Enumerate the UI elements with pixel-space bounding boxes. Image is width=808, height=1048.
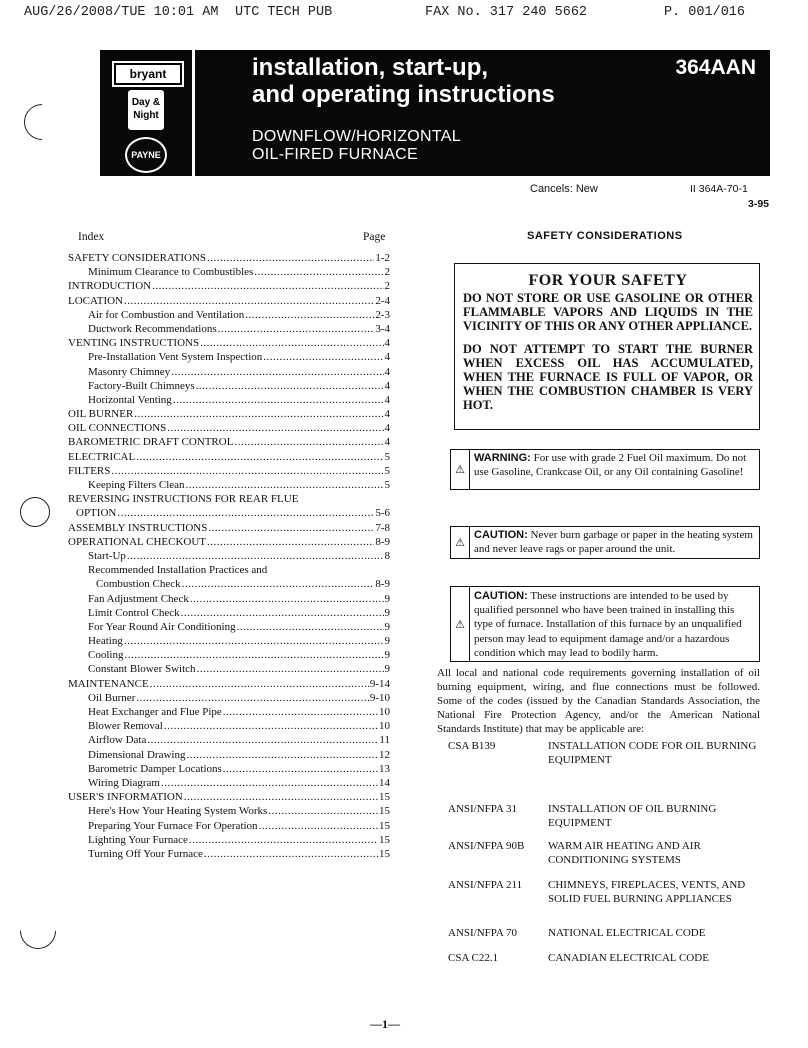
toc-entry-page: 7-8 [375,521,390,534]
toc-entry-page: 4 [384,393,390,406]
toc-entry [68,592,390,606]
toc-entry [68,492,390,506]
index-page-label: Page [363,231,386,243]
toc-leader-dots [197,662,384,676]
toc-entry-page: 9-10 [369,691,390,704]
safety-box-title: FOR YOUR SAFETY [528,272,688,289]
toc-leader-dots [259,819,378,833]
toc-entry [68,421,390,435]
toc-entry-title: Lighting Your Furnace [88,833,188,846]
toc-entry [68,549,390,563]
toc-leader-dots [207,535,374,549]
warning-triangle-icon: ⚠ [451,587,470,661]
toc-entry-page: 9 [384,635,390,648]
toc-entry [68,677,390,691]
toc-leader-dots [127,549,384,563]
code-id: ANSI/NFPA 90B [448,840,525,852]
toc-entry-title: LOCATION [68,294,123,307]
toc-entry-title: VENTING INSTRUCTIONS [68,337,200,350]
toc-entry-page: 4 [384,365,390,378]
toc-leader-dots [136,691,368,705]
hole-punch-icon [20,497,50,527]
toc-entry-page: 12 [379,748,390,761]
toc-leader-dots [184,790,378,804]
brand-logos [100,50,195,176]
toc-entry-title: BAROMETRIC DRAFT CONTROL [68,436,234,449]
toc-entry [68,577,390,591]
code-row [448,740,768,767]
toc-entry [68,606,390,620]
toc-entry-page: 10 [379,706,390,718]
code-name: INSTALLATION CODE FOR OIL BURNING EQUIPMENT [548,740,757,766]
toc-entry-page: 4 [384,379,390,392]
toc-leader-dots [136,450,383,464]
toc-entry-title: Recommended Installation Practices and [88,564,268,577]
document-subtitle: DOWNFLOW/HORIZONTAL OIL-FIRED FURNACE [252,128,461,163]
document-number: II 364A-70-1 [690,183,748,195]
toc-leader-dots [171,365,383,379]
toc-entry-title: OIL CONNECTIONS [68,422,167,435]
toc-entry [68,790,390,804]
toc-leader-dots [161,776,378,790]
toc-entry-title: Masonry Chimney [88,365,171,378]
toc-entry-page: 9 [384,663,390,676]
toc-entry [68,847,390,861]
toc-entry-page: 4 [384,408,390,421]
toc-leader-dots [134,407,383,421]
toc-leader-dots [124,648,383,662]
toc-leader-dots [147,733,378,747]
toc-entry-title: SAFETY CONSIDERATIONS [68,252,207,264]
toc-entry-page: 2-4 [375,294,390,307]
caution-box [450,526,760,559]
safety-box-paragraph: DO NOT ATTEMPT TO START THE BURNER WHEN EXCESS OIL HAS ACCUMULATED, WHEN THE FURNACE IS FULL OF VAPOR, OR WHEN THE COMBUSTION CHAMBER IS VERY HOT. [463,342,753,412]
toc-leader-dots [173,393,384,407]
toc-entry [68,662,390,676]
code-row [448,879,768,906]
toc-entry [68,705,390,719]
toc-entry-page: 8-9 [375,535,390,548]
toc-entry [68,620,390,634]
toc-entry [68,762,390,776]
code-name: INSTALLATION OF OIL BURNING EQUIPMENT [548,803,717,829]
warning-triangle-icon: ⚠ [451,527,470,558]
toc-entry-page: 9 [384,649,390,662]
toc-leader-dots [186,478,384,492]
toc-entry-page: 15 [379,805,390,818]
toc-entry [68,322,390,336]
toc-entry-page: 4 [384,436,390,449]
for-your-safety-box [454,263,760,430]
toc-entry [68,506,390,520]
toc-entry-title: ELECTRICAL [68,450,136,463]
document-date: 3-95 [748,198,770,210]
toc-entry [68,435,390,449]
safety-box-paragraph: DO NOT STORE OR USE GASOLINE OR OTHER FLAMMABLE VAPORS AND LIQUIDS IN THE VICINITY OF THIS OR ANY OTHER APPLIANCE. [463,291,753,333]
toc-entry-title: Wiring Diagram [88,776,160,789]
toc-entry-page: 2 [384,266,390,279]
toc-entry [68,521,390,535]
toc-entry [68,393,390,407]
toc-leader-dots [263,350,383,364]
toc-entry-page: 8 [384,549,390,562]
toc-entry-title: Turning Off Your Furnace [88,847,203,860]
toc-entry [68,308,390,322]
page-number: —1— [370,1017,400,1031]
toc-entry-title: USER'S INFORMATION [68,791,183,804]
fax-header [0,0,808,30]
toc-leader-dots [268,804,378,818]
toc-leader-dots [245,308,374,322]
toc-entry-title: MAINTENANCE [68,677,149,690]
toc-leader-dots [124,294,374,308]
toc-leader-dots [218,322,375,336]
toc-entry [68,294,390,308]
fax-sender: UTC TECH PUB [235,5,333,20]
toc-entry-title: Combustion Check [96,578,181,591]
code-id: ANSI/NFPA 211 [448,879,523,891]
toc-entry [68,251,390,265]
toc-entry [68,648,390,662]
toc-leader-dots [181,606,384,620]
code-id: ANSI/NFPA 31 [448,803,517,815]
toc-entry-title: Horizontal Venting [88,393,172,406]
code-id: ANSI/NFPA 70 [448,927,517,939]
toc-entry-title: Heating [88,635,123,648]
toc-leader-dots [208,521,374,535]
toc-entry-page: 15 [379,847,390,860]
fax-number: FAX No. 317 240 5662 [425,5,588,20]
toc-entry-title: Preparing Your Furnace For Operation [88,819,258,832]
caution-text: CAUTION: Never burn garbage or paper in the heating system and never leave rags or paper around the unit. [474,529,753,555]
toc-entry [68,464,390,478]
toc-entry-title: Here's How Your Heating System Works [88,805,268,818]
toc-entry [68,450,390,464]
toc-leader-dots [207,251,374,265]
toc-leader-dots [152,279,383,293]
toc-entry-title: Keeping Filters Clean [88,479,185,491]
toc-entry-title: Blower Removal [88,720,163,733]
toc-entry-page: 13 [379,762,390,775]
code-name: WARM AIR HEATING AND AIR CONDITIONING SYSTEMS [548,840,701,866]
toc-entry [68,336,390,350]
code-name: NATIONAL ELECTRICAL CODE [548,927,706,939]
toc-entry-page: 15 [379,791,390,804]
warning-box [450,449,760,490]
toc-entry-title: ASSEMBLY INSTRUCTIONS [68,521,208,534]
toc-entry [68,819,390,833]
toc-leader-dots [150,677,369,691]
toc-entry [68,379,390,393]
toc-leader-dots [182,577,375,591]
index-label: Index [78,231,105,243]
payne-logo: PAYNE [125,137,167,173]
toc-entry-page: 1-2 [375,252,390,264]
caution-box [450,586,760,662]
hole-punch-icon [17,97,68,148]
toc-entry-title: Pre-Installation Vent System Inspection [88,351,263,364]
toc-leader-dots [190,592,384,606]
toc-entry-title: FILTERS [68,464,111,477]
code-row [448,927,768,941]
toc-entry-page: 4 [384,351,390,364]
toc-entry-title: OPERATIONAL CHECKOUT [68,535,207,548]
section-heading: SAFETY CONSIDERATIONS [527,230,683,242]
toc-entry-title: Limit Control Check [88,606,180,619]
code-id: CSA B139 [448,740,496,752]
toc-entry [68,265,390,279]
toc-entry [68,833,390,847]
toc-entry-title: Oil Burner [88,691,136,704]
toc-entry-page: 9 [384,620,390,633]
code-row [448,840,768,867]
toc-entry-title: Air for Combustion and Ventilation [88,308,245,321]
toc-leader-dots [167,421,383,435]
toc-entry [68,279,390,293]
code-row [448,803,768,830]
fax-date: AUG/26/2008/TUE 10:01 AM [24,5,219,20]
toc-entry-title: For Year Round Air Conditioning [88,620,236,633]
bryant-logo: bryant [114,63,182,85]
toc-entry-title: Cooling [88,649,124,662]
code-row [448,952,768,966]
toc-entry [68,350,390,364]
hole-punch-icon [13,906,64,957]
document-title: installation, start-up, and operating instructions [252,54,555,108]
toc-entry-title: OIL BURNER [68,408,134,421]
toc-entry-page: 14 [379,776,390,789]
toc-leader-dots [234,435,383,449]
toc-entry-title: Barometric Damper Locations [88,762,222,775]
code-name: CHIMNEYS, FIREPLACES, VENTS, AND SOLID FUEL BURNING APPLIANCES [548,879,746,905]
fax-page: P. 001/016 [664,5,746,20]
toc-entry-page: 4 [384,422,390,435]
toc-leader-dots [164,719,378,733]
toc-entry [68,407,390,421]
day-night-logo: Day & Night [128,90,164,130]
toc-entry-page: 5-6 [375,507,390,520]
toc-entry [68,719,390,733]
toc-entry [68,748,390,762]
toc-entry [68,691,390,705]
toc-entry-title: Fan Adjustment Check [88,592,189,605]
model-number: 364AAN [675,56,756,79]
toc-leader-dots [117,506,374,520]
caution-text: CAUTION: These instructions are intended to be used by qualified personnel who have been trained in installing this type of furnace. Installation of this furnace by an unqualified person may lead to equipment damage and/or a hazardous condition which may lead to bodily harm. [474,590,742,659]
title-banner [100,50,770,176]
toc-entry-page: 10 [379,720,390,733]
toc-leader-dots [223,705,378,719]
toc-entry-page: 8-9 [375,578,390,591]
toc-leader-dots [223,762,378,776]
toc-leader-dots [204,847,378,861]
code-name: CANADIAN ELECTRICAL CODE [548,952,709,964]
toc-entry-page: 9 [384,592,390,605]
cancels-note: Cancels: New [530,183,598,195]
toc-entry [68,365,390,379]
toc-entry-title: REVERSING INSTRUCTIONS FOR REAR FLUE [68,493,299,506]
toc-entry-title: Constant Blower Switch [88,663,196,676]
toc-entry-page: 5 [384,464,390,477]
toc-entry-page: 5 [384,479,390,491]
toc-entry-page: 9 [384,606,390,619]
toc-entry-page: 15 [379,819,390,832]
toc-leader-dots [237,620,384,634]
toc-entry [68,804,390,818]
toc-entry-page: 11 [379,734,390,747]
toc-entry-title: OPTION [76,507,117,520]
toc-entry [68,634,390,648]
toc-entry-page: 9-14 [369,677,390,690]
toc-entry-page: 2 [384,280,390,293]
toc-entry-title: Ductwork Recommendations [88,322,217,335]
toc-entry-page: 3-4 [375,322,390,335]
toc-entry [68,733,390,747]
toc-entry-title: Dimensional Drawing [88,748,186,761]
warning-triangle-icon: ⚠ [451,450,470,489]
toc-entry-title: INTRODUCTION [68,280,152,293]
toc-entry-page: 4 [384,337,390,350]
toc-entry-title: Minimum Clearance to Combustibles [88,266,254,279]
toc-entry [68,776,390,790]
toc-leader-dots [111,464,383,478]
toc-leader-dots [254,265,383,279]
toc-entry-page: 5 [384,450,390,463]
toc-entry [68,535,390,549]
toc-entry-title: Airflow Data [88,734,147,747]
code-id: CSA C22.1 [448,952,499,964]
toc-entry-title: Heat Exchanger and Flue Pipe [88,706,222,718]
toc-entry-title: Start-Up [88,549,126,562]
toc-leader-dots [189,833,378,847]
toc-entry [68,563,390,577]
toc-entry-page: 2-3 [375,308,390,321]
toc-leader-dots [186,748,378,762]
toc-leader-dots [124,634,384,648]
codes-intro-paragraph: All local and national code requirements governing installation of oil burning equipment, wiring, and flue connections must be followed. Some of the codes (issued by the Canadian Standards Association, the National Fire Protection Agency, and/or the American National Standards Institute) that may be applicable are: [437,667,760,735]
toc-leader-dots [200,336,383,350]
toc-entry [68,478,390,492]
toc-entry-page: 15 [379,833,390,846]
warning-text: WARNING: For use with grade 2 Fuel Oil maximum. Do not use Gasoline, Crankcase Oil, or any Oil containing Gasoline! [474,452,747,478]
table-of-contents [68,251,390,861]
toc-leader-dots [196,379,384,393]
toc-entry-title: Factory-Built Chimneys [88,379,195,392]
